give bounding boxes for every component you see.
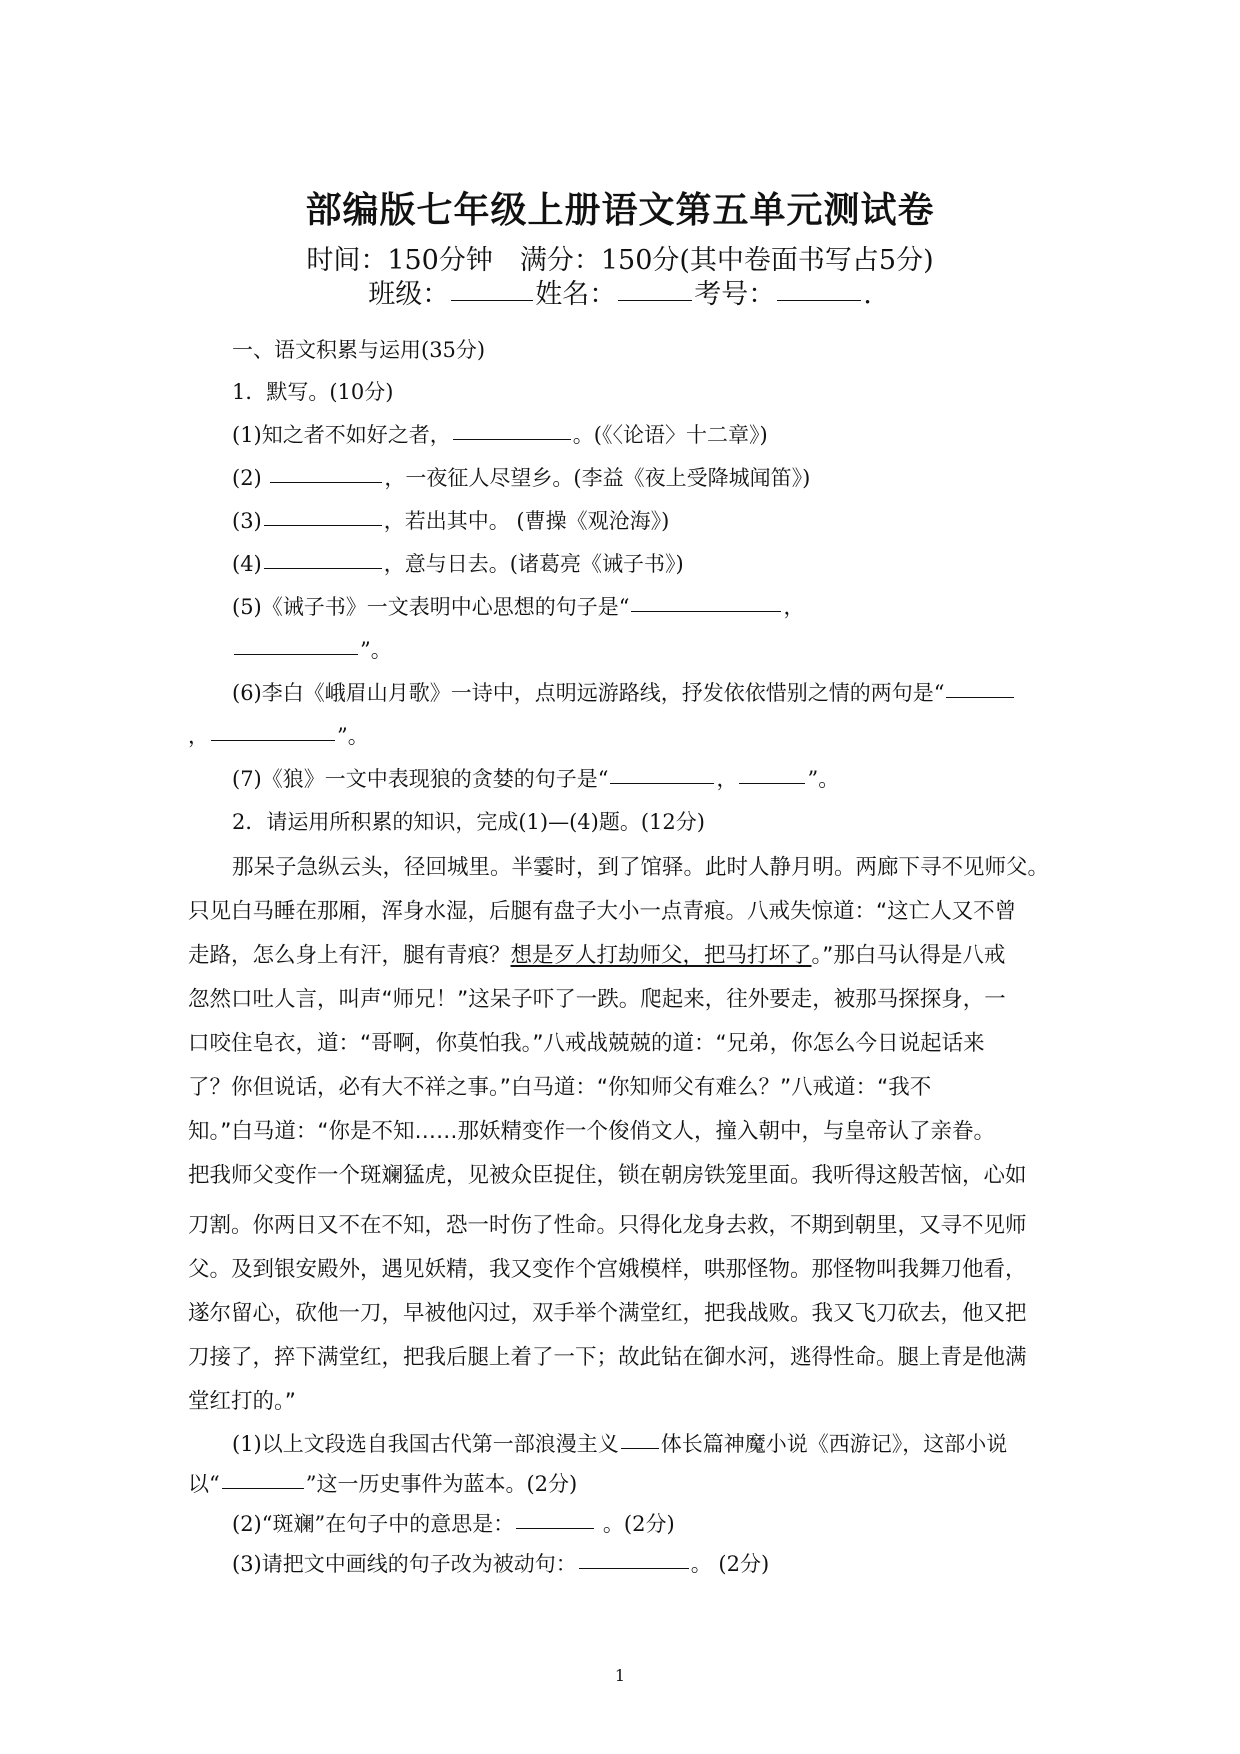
q1-item-4-num: (4) [232, 552, 262, 576]
q1-item-7-text: (7)《狼》一文中表现狼的贪婪的句子是“ [232, 767, 609, 791]
passage-line: 把我师父变作一个斑斓猛虎，见被众臣捉住，锁在朝房铁笼里面。我听得这般苦恼，心如 [188, 1163, 1027, 1188]
passage-line: 那呆子急纵云头，径回城里。半霎时，到了馆驿。此时人静月明。两廊下寻不见师父。 [232, 855, 1050, 880]
student-info-line [0, 272, 1240, 311]
name-blank[interactable] [618, 299, 692, 301]
q1-item-4-text: ，意与日去。(诸葛亮《诫子书》) [383, 552, 684, 576]
answer-blank[interactable] [516, 1527, 594, 1529]
q2-sub-3-score: 。 (2分) [690, 1552, 770, 1576]
q1-item-7 [232, 763, 839, 793]
answer-blank[interactable] [631, 610, 781, 612]
answer-blank[interactable] [211, 739, 335, 741]
q1-item-3-text: ，若出其中。 (曹操《观沧海》) [383, 509, 670, 533]
q2-sub-1-cont [188, 1468, 577, 1498]
q1-item-6-cont [188, 720, 369, 750]
underlined-sentence: 想是歹人打劫师父，把马打坏了 [510, 943, 812, 968]
answer-blank[interactable] [234, 653, 358, 655]
answer-blank[interactable] [739, 782, 805, 784]
answer-blank[interactable] [222, 1487, 304, 1489]
q1-item-3-num: (3) [232, 509, 262, 533]
page-number: 1 [614, 1666, 626, 1685]
passage-line: 堂红打的。” [188, 1389, 296, 1414]
passage-line: 口咬住皂衣，道：“哥啊，你莫怕我。”八戒战兢兢的道：“兄弟，你怎么今日说起话来 [188, 1031, 985, 1056]
q1-item-5 [232, 591, 804, 621]
q1-item-7-close: ”。 [807, 767, 840, 791]
q2-sub-3-text: (3)请把文中画线的句子改为被动句： [232, 1552, 577, 1576]
question-2-stem: 2．请运用所积累的知识，完成(1)—(4)题。(12分) [232, 810, 705, 834]
answer-blank[interactable] [264, 567, 382, 569]
q2-sub-1-text-d: ”这一历史事件为蓝本。(2分) [305, 1472, 578, 1496]
passage-line: 忽然口吐人言，叫声“师兄！”这呆子吓了一跌。爬起来，往外要走，被那马探探身，一 [188, 987, 1006, 1012]
section-heading: 一、语文积累与运用(35分) [232, 338, 486, 362]
q1-item-6-text: (6)李白《峨眉山月歌》一诗中，点明远游路线，抒发依依惜别之情的两句是“ [232, 681, 945, 705]
q2-sub-1-text-c: 以“ [188, 1472, 220, 1496]
q2-sub-1-text: (1)以上文段选自我国古代第一部浪漫主义 [232, 1432, 619, 1456]
q2-sub-2-text: (2)“斑斓”在句子中的意思是： [232, 1512, 515, 1536]
answer-blank[interactable] [579, 1567, 689, 1569]
passage-text: 走路，怎么身上有汗，腿有青痕？ [188, 943, 511, 968]
end-mark: . [863, 279, 872, 310]
q2-sub-2-score: 。(2分) [596, 1512, 675, 1536]
passage-line: 父。及到银安殿外，遇见妖精，我又变作个宫娥模样，哄那怪物。那怪物叫我舞刀他看， [188, 1257, 1027, 1282]
number-label: 考号： [694, 279, 776, 310]
q2-sub-1 [232, 1428, 1007, 1458]
answer-blank[interactable] [264, 524, 382, 526]
answer-blank[interactable] [610, 782, 714, 784]
name-label: 姓名： [535, 279, 617, 310]
page-title: 部编版七年级上册语文第五单元测试卷 [305, 189, 935, 231]
q1-item-2-text: ，一夜征人尽望乡。(李益《夜上受降城闻笛》) [384, 466, 811, 490]
q2-sub-2 [232, 1508, 675, 1538]
passage-line: 了？你但说话，必有大不祥之事。”白马道：“你知师父有难么？”八戒道：“我不 [188, 1075, 932, 1100]
answer-blank[interactable] [946, 696, 1014, 698]
q1-item-5-cont [232, 634, 392, 664]
q1-item-2-num: (2) [232, 466, 269, 490]
q2-sub-3 [232, 1548, 769, 1578]
answer-blank[interactable] [270, 481, 382, 483]
q1-item-3 [232, 505, 669, 535]
passage-line: 刀接了，捽下满堂红，把我后腿上着了一下；故此钻在御水河，逃得性命。腿上青是他满 [188, 1345, 1027, 1370]
q1-item-1 [232, 419, 768, 449]
class-blank[interactable] [451, 299, 533, 301]
q1-item-6-comma: ， [188, 724, 209, 748]
q1-item-6-close: ”。 [337, 724, 369, 748]
question-1-stem: 1．默写。(10分) [232, 380, 394, 404]
q1-item-5-text: (5)《诫子书》一文表明中心思想的句子是“ [232, 595, 630, 619]
exam-time-score: 时间：150分钟 满分：150分(其中卷面书写占5分) [306, 245, 934, 276]
q1-item-6 [232, 677, 1016, 707]
q1-item-5-comma: ， [783, 595, 805, 619]
answer-blank[interactable] [621, 1447, 659, 1449]
passage-line: 只见白马睡在那厢，浑身水湿，后腿有盘子大小一点青痕。八戒失惊道：“这亡人又不曾 [188, 899, 1017, 924]
passage-line: 刀割。你两日又不在不知，恐一时伤了性命。只得化龙身去救，不期到朝里，又寻不见师 [188, 1213, 1027, 1238]
class-label: 班级： [368, 279, 450, 310]
passage-line: 遂尔留心，砍他一刀，早被他闪过，双手举个满堂红，把我战败。我又飞刀砍去，他又把 [188, 1301, 1027, 1326]
q1-item-7-comma: ， [716, 767, 738, 791]
passage-line [188, 938, 1005, 969]
answer-blank[interactable] [453, 438, 571, 440]
q2-sub-1-text-b: 体长篇神魔小说《西游记》，这部小说 [660, 1432, 1008, 1456]
q1-item-1-source: 。(《〈论语〉十二章》) [572, 423, 768, 447]
q1-item-5-close: ”。 [360, 638, 392, 662]
q1-item-1-text: (1)知之者不如好之者， [232, 423, 451, 447]
q1-item-2 [232, 462, 810, 492]
passage-text: 。”那白马认得是八戒 [811, 943, 1006, 968]
number-blank[interactable] [777, 299, 861, 301]
passage-line: 知。”白马道：“你是不知……那妖精变作一个俊俏文人，撞入朝中，与皇帝认了亲眷。 [188, 1119, 996, 1144]
q1-item-4 [232, 548, 684, 578]
